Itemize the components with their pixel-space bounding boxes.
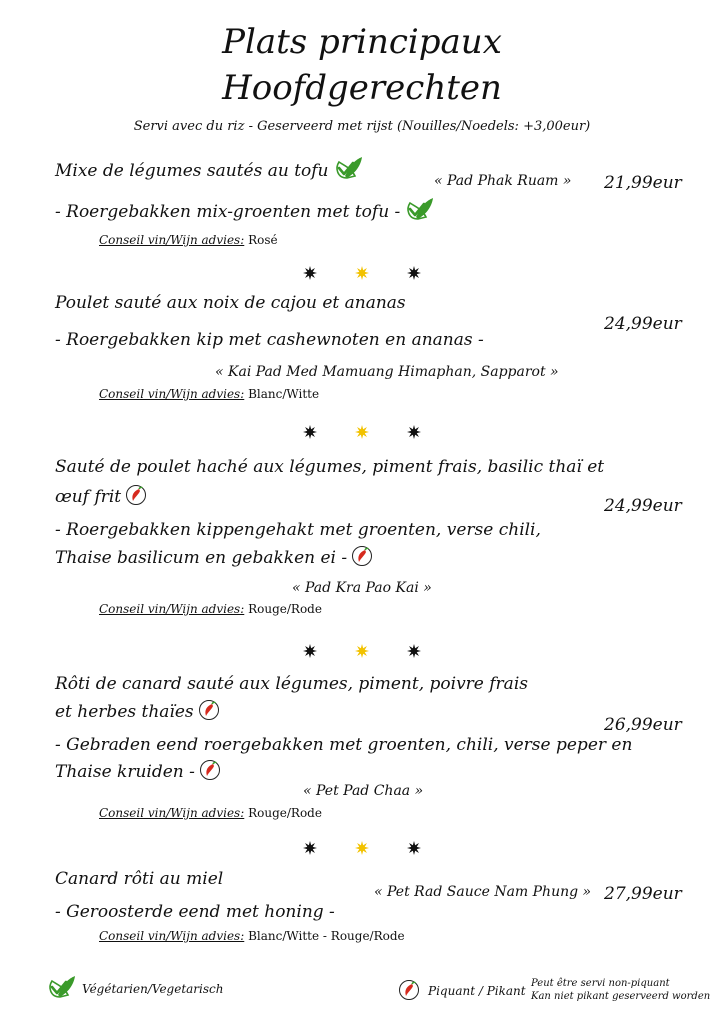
chili-icon (125, 484, 147, 511)
dish-thai-name: « Pet Rad Sauce Nam Phung » (374, 884, 592, 900)
star-icon (302, 840, 318, 856)
star-icon (354, 265, 370, 281)
star-icon (406, 424, 422, 440)
dish-thai-name: « Pad Phak Ruam » (434, 173, 572, 189)
legend-note (531, 977, 710, 1003)
dish-dutch-name: - Geroosterde eend met honing - (55, 902, 335, 922)
chili-icon (198, 699, 220, 726)
chili-icon (199, 759, 221, 786)
star-icon (354, 840, 370, 856)
dish-price: 24,99eur (604, 314, 682, 334)
vegetarian-icon (46, 975, 76, 1004)
dish-dutch-name-line2: Thaise basilicum en gebakken ei - (55, 545, 373, 572)
dish-thai-name: « Pet Pad Chaa » (303, 783, 424, 799)
dish-price: 24,99eur (604, 496, 682, 516)
dish-dutch-name-line1: - Roergebakken kippengehakt met groenten, verse chili, (55, 520, 541, 540)
wine-advice: Conseil vin/Wijn advies: Rouge/Rode (99, 806, 322, 820)
page-subtitle: Servi avec du riz - Geserveerd met rijst (Nouilles/Noedels: +3,00eur) (133, 119, 591, 134)
dish-dutch-name-line1: - Gebraden eend roergebakken met groenten, chili, verse peper en (55, 735, 633, 755)
star-icon (406, 643, 422, 659)
star-icon (406, 840, 422, 856)
wine-advice: Conseil vin/Wijn advies: Rouge/Rode (99, 602, 322, 616)
dish-price: 21,99eur (604, 173, 682, 193)
separator (0, 640, 724, 659)
page-title-dutch: Hoofdgerechten (222, 68, 502, 108)
star-icon (354, 424, 370, 440)
wine-advice: Conseil vin/Wijn advies: Blanc/Witte (99, 387, 320, 401)
vegetarian-icon (333, 156, 363, 187)
chili-icon (351, 545, 373, 572)
page-title: Plats principaux (222, 22, 502, 62)
note-dutch: Kan niet pikant geserveerd worden (531, 991, 711, 1002)
wine-advice: Conseil vin/Wijn advies: Rosé (99, 233, 278, 247)
dish-dutch-name: - Roergebakken mix-groenten met tofu - (55, 197, 434, 228)
dish-french-name-line2: œuf frit (55, 484, 147, 511)
wine-advice: Conseil vin/Wijn advies: Blanc/Witte - Rouge/Rode (99, 929, 405, 943)
star-icon (354, 643, 370, 659)
legend-vegetarian: Végétarien/Vegetarisch (46, 975, 223, 1004)
dish-french-name: Mixe de légumes sautés au tofu (55, 156, 363, 187)
chili-icon (398, 979, 420, 1004)
dish-french-name-line1: Sauté de poulet haché aux légumes, piment frais, basilic thaï et (55, 457, 605, 477)
star-icon (302, 265, 318, 281)
legend-spicy: Piquant / Pikant (398, 979, 526, 1004)
separator (0, 421, 724, 440)
dish-thai-name: « Kai Pad Med Mamuang Himaphan, Sapparot » (215, 364, 559, 380)
dish-price: 26,99eur (604, 715, 682, 735)
dish-thai-name: « Pad Kra Pao Kai » (292, 580, 432, 596)
dish-french-name-line2: et herbes thaïes (55, 699, 220, 726)
note-french: Peut être servi non-piquant (531, 978, 670, 989)
dish-french-name: Canard rôti au miel (55, 869, 224, 889)
dish-dutch-name-line2: Thaise kruiden - (55, 759, 221, 786)
star-icon (302, 643, 318, 659)
star-icon (302, 424, 318, 440)
vegetarian-icon (404, 197, 434, 228)
dish-price: 27,99eur (604, 884, 682, 904)
separator (0, 837, 724, 856)
star-icon (406, 265, 422, 281)
separator (0, 262, 724, 281)
dish-french-name-line1: Rôti de canard sauté aux légumes, piment, poivre frais (55, 674, 528, 694)
dish-dutch-name: - Roergebakken kip met cashewnoten en ananas - (55, 330, 484, 350)
dish-french-name: Poulet sauté aux noix de cajou et ananas (55, 293, 406, 313)
